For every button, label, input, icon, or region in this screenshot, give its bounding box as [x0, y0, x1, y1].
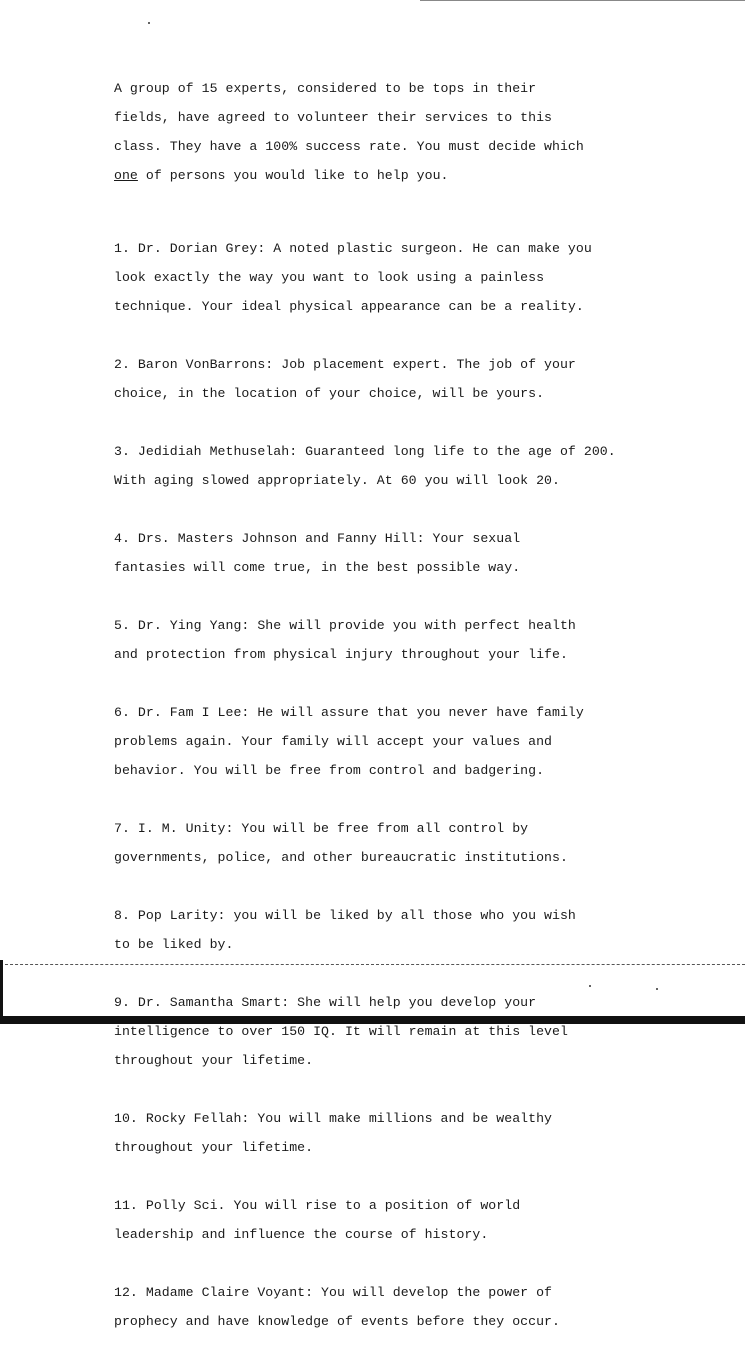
item-line: 11. Polly Sci. You will rise to a position of world: [114, 1198, 521, 1214]
item-line: 2. Baron VonBarrons: Job placement expert. The job of your: [114, 357, 576, 373]
item-line: 5. Dr. Ying Yang: She will provide you with perfect health: [114, 618, 576, 633]
intro-line: fields, have agreed to volunteer their services to this: [114, 109, 553, 125]
intro-paragraph: [114, 67, 674, 198]
item-line: 10. Rocky Fellah: You will make millions and be wealthy: [114, 1111, 553, 1127]
expert-item-1: [114, 227, 674, 329]
scan-speck: [148, 22, 150, 24]
expert-item-5: [114, 604, 674, 677]
item-line: throughout your lifetime.: [114, 1053, 314, 1069]
item-line: prophecy and have knowledge of events before they occur.: [114, 1314, 560, 1330]
expert-item-6: [114, 691, 674, 793]
expert-item-3: [114, 430, 674, 503]
document-body: [114, 67, 674, 1359]
intro-line: [114, 169, 674, 184]
item-line: With aging slowed appropriately. At 60 you will look 20.: [114, 473, 560, 489]
expert-item-2: [114, 344, 674, 417]
item-line: to be liked by.: [114, 937, 234, 953]
expert-item-8: [114, 895, 674, 968]
scan-artifact-left-edge: [0, 960, 3, 1024]
emphasis-one: one: [114, 168, 138, 184]
expert-item-12: [114, 1272, 674, 1345]
item-line: 1. Dr. Dorian Grey: A noted plastic surgeon. He can make you: [114, 240, 592, 256]
item-line: choice, in the location of your choice, will be yours.: [114, 386, 545, 402]
item-line: problems again. Your family will accept your values and: [114, 734, 553, 750]
item-line: 9. Dr. Samantha Smart: She will help you develop your: [114, 995, 537, 1011]
item-line: 3. Jedidiah Methuselah: Guaranteed long life to the age of 200.: [114, 444, 616, 460]
expert-item-7: [114, 808, 674, 881]
item-line: 6. Dr. Fam I Lee: He will assure that you never have family: [114, 704, 584, 720]
item-line: 4. Drs. Masters Johnson and Fanny Hill: Your sexual: [114, 531, 521, 547]
item-line: technique. Your ideal physical appearance can be a reality.: [114, 299, 584, 315]
item-line: throughout your lifetime.: [114, 1140, 314, 1156]
intro-line: class. They have a 100% success rate. You must decide which: [114, 138, 584, 154]
item-line: governments, police, and other bureaucratic institutions.: [114, 850, 568, 866]
item-line: behavior. You will be free from control and badgering.: [114, 763, 545, 779]
intro-line-rest: of persons you would like to help you.: [137, 168, 449, 184]
item-line: look exactly the way you want to look using a painless: [114, 270, 545, 286]
expert-item-9: [114, 981, 674, 1083]
intro-line: A group of 15 experts, considered to be tops in their: [114, 80, 537, 96]
item-line: intelligence to over 150 IQ. It will remain at this level: [114, 1024, 568, 1040]
item-line: leadership and influence the course of history.: [114, 1227, 489, 1243]
expert-item-4: [114, 517, 674, 590]
item-line: fantasies will come true, in the best possible way.: [114, 560, 521, 576]
item-line: 12. Madame Claire Voyant: You will develop the power of: [114, 1285, 553, 1301]
item-line: 8. Pop Larity: you will be liked by all those who you wish: [114, 908, 576, 924]
expert-item-11: [114, 1185, 674, 1258]
scan-artifact-top-line: [420, 0, 745, 1]
item-line: and protection from physical injury throughout your life.: [114, 647, 568, 663]
expert-item-10: [114, 1098, 674, 1171]
item-line: 7. I. M. Unity: You will be free from all control by: [114, 821, 529, 837]
